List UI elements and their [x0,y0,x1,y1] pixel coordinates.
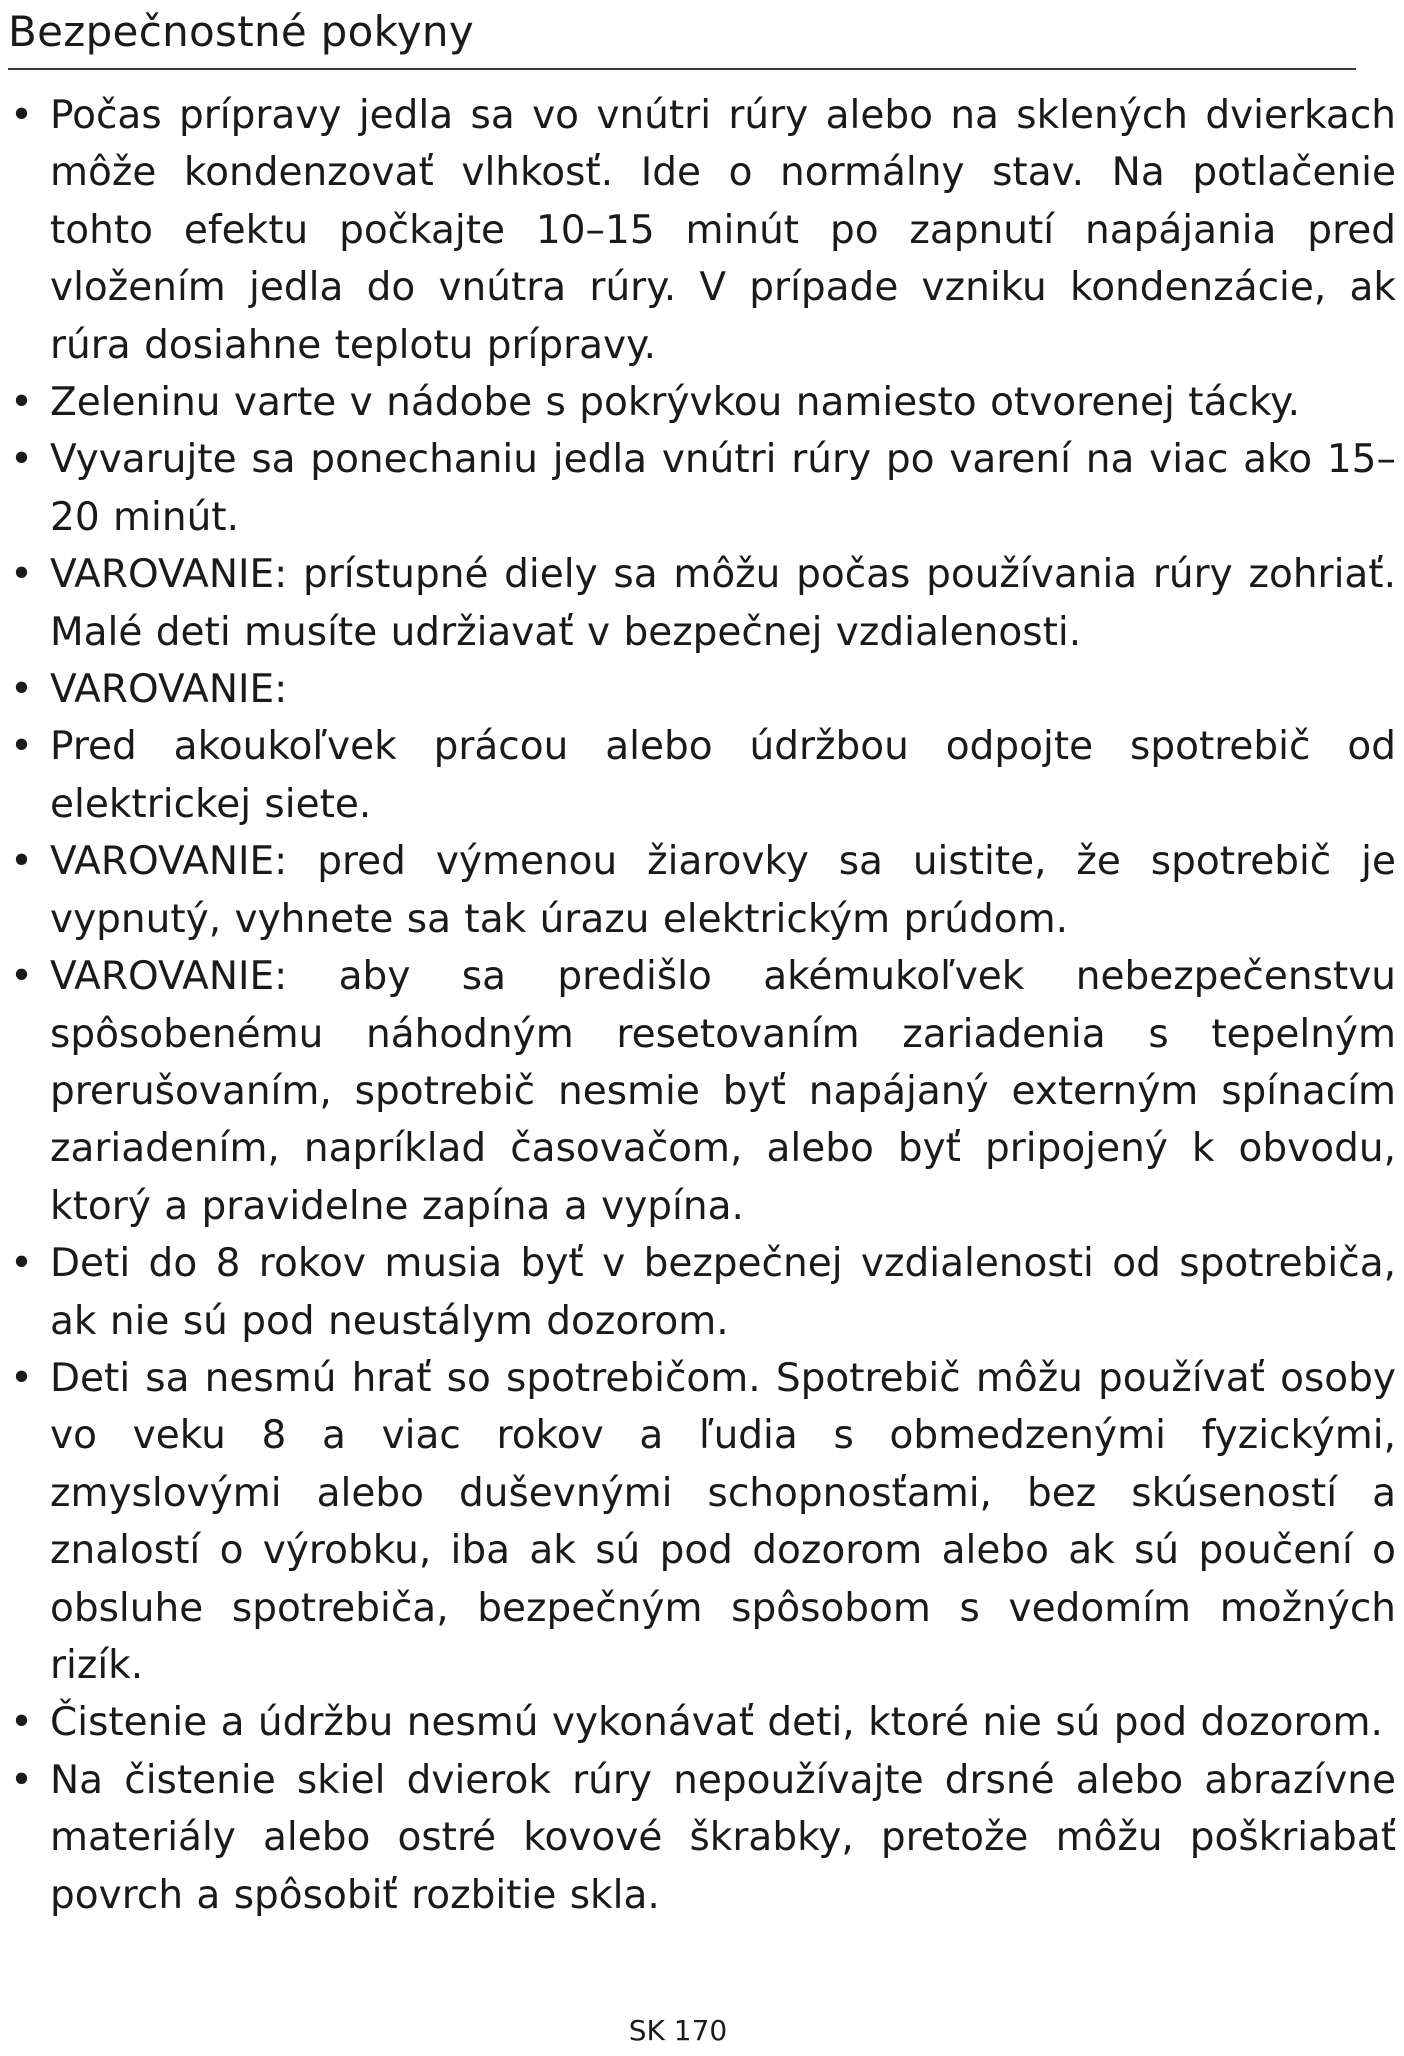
list-item [0,1235,1396,1350]
list-item [0,718,1396,833]
list-item-text: VAROVANIE: [50,667,288,713]
list-item-text: Počas prípravy jedla sa vo vnútri rúry alebo na sklených dvierkach môže kondenzovať vlhkosť. Ide o normálny stav. Na potlačenie tohto efektu počkajte 10–15 minút po zapnutí napájania pred vložením jedla do vnútra rúry. V prípade vzniku kondenzácie, ak rúra dosiahne teplotu prípravy. [50,93,1396,368]
list-item-text: VAROVANIE: prístupné diely sa môžu počas používania rúry zohriať. Malé deti musíte udržiavať v bezpečnej vzdialenosti. [50,552,1396,655]
page-number: SK 170 [628,2014,728,2047]
bullet-icon: • [10,552,34,598]
list-item-text: Zeleninu varte v nádobe s pokrývkou namiesto otvorenej tácky. [50,380,1301,426]
list-item [0,546,1396,661]
list-item [0,1350,1396,1694]
bullet-icon: • [10,380,34,426]
bullet-icon: • [10,93,34,138]
list-item-text: VAROVANIE: pred výmenou žiarovky sa uistite, že spotrebič je vypnutý, vyhnete sa tak úrazu elektrickým prúdom. [50,839,1396,942]
bullet-icon: • [10,1700,34,1746]
list-item-text: Deti sa nesmú hrať so spotrebičom. Spotrebič môžu používať osoby vo veku 8 a viac rokov a ľudia s obmedzenými fyzickými, zmyslovými alebo duševnými schopnosťami, bez skúseností a znalostí o výrobku, iba ak sú pod dozorom alebo ak sú poučení o obsluhe spotrebiča, bezpečným spôsobom s vedomím možných rizík. [50,1355,1396,1688]
list-item-text: Vyvarujte sa ponechaniu jedla vnútri rúry po varení na viac ako 15–20 minút. [50,437,1396,540]
list-item [0,431,1396,546]
bullet-icon: • [10,839,34,885]
list-item [0,1694,1396,1751]
bullet-icon: • [10,1241,34,1287]
list-item [0,1752,1396,1924]
list-item [0,661,1396,718]
page-title: Bezpečnostné pokyny [8,7,474,56]
bullet-icon: • [10,667,34,713]
bullet-icon: • [10,437,34,483]
title-divider [8,68,1356,70]
bullet-icon: • [10,1757,34,1803]
list-item [0,87,1396,374]
safety-instructions-list [0,87,1396,1924]
bullet-icon: • [10,954,34,1000]
list-item [0,374,1396,431]
list-item-text: VAROVANIE: aby sa predišlo akémukoľvek nebezpečenstvu spôsobenému náhodným resetovaním zariadenia s tepelným prerušovaním, spotrebič nesmie byť napájaný externým spínacím zariadením, napríklad časovačom, alebo byť pripojený k obvodu, ktorý a pravidelne zapína a vypína. [50,954,1396,1229]
list-item-text: Na čistenie skiel dvierok rúry nepoužívajte drsné alebo abrazívne materiály alebo ostré kovové škrabky, pretože môžu poškriabať povrch a spôsobiť rozbitie skla. [50,1757,1396,1918]
bullet-icon: • [10,724,34,770]
list-item-text: Deti do 8 rokov musia byť v bezpečnej vzdialenosti od spotrebiča, ak nie sú pod neustálym dozorom. [50,1241,1396,1344]
list-item [0,833,1396,948]
bullet-icon: • [10,1355,34,1401]
list-item-text: Čistenie a údržbu nesmú vykonávať deti, ktoré nie sú pod dozorom. [50,1700,1383,1746]
list-item [0,948,1396,1235]
list-item-text: Pred akoukoľvek prácou alebo údržbou odpojte spotrebič od elektrickej siete. [50,724,1396,827]
